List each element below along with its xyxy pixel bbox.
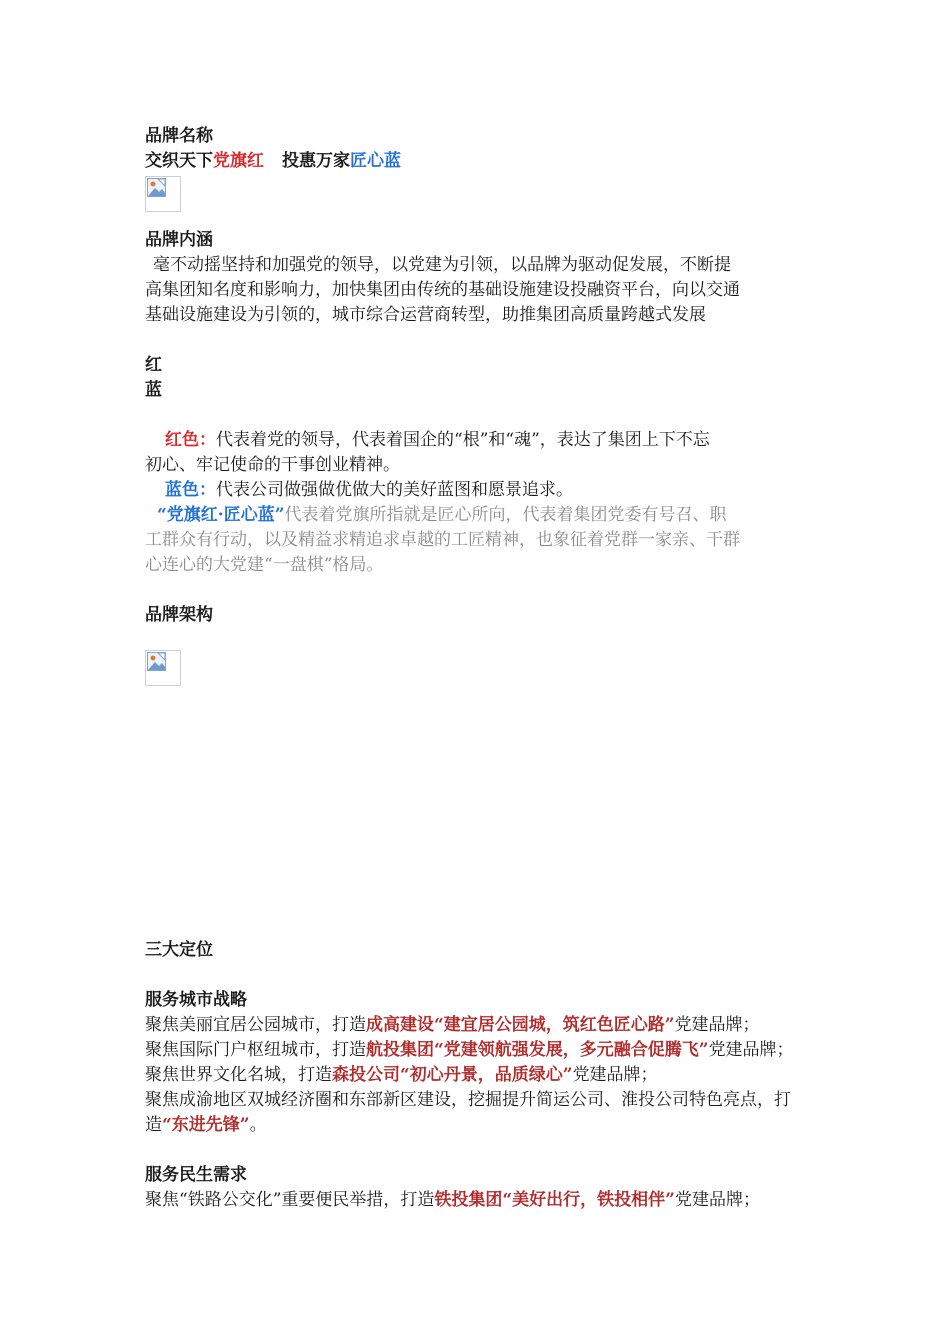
blue-desc: 代表公司做强做优做大的美好蓝图和愿景追求。 bbox=[216, 480, 573, 500]
slogan-part1: 交织天下 bbox=[145, 151, 213, 171]
combo-term: “党旗红·匠心蓝” bbox=[157, 505, 285, 525]
city-strategy-item bbox=[145, 1013, 825, 1038]
item-prefix: 造 bbox=[145, 1115, 162, 1135]
blue-term: 蓝色： bbox=[165, 480, 216, 500]
city-strategy-last-line1: 聚焦成渝地区双城经济圈和东部新区建设，挖掘提升简运公司、淮投公司特色亮点，打 bbox=[145, 1090, 791, 1110]
item-prefix: 聚焦国际门户枢纽城市，打造 bbox=[145, 1040, 366, 1060]
red-label: 红 bbox=[145, 355, 162, 375]
red-term: 红色： bbox=[165, 430, 216, 450]
slogan-blue: 匠心蓝 bbox=[350, 151, 401, 171]
item-highlight: 铁投集团“美好出行，铁投相伴” bbox=[434, 1190, 675, 1210]
combo-desc-line3: 心连心的大党建“一盘棋”格局。 bbox=[145, 555, 384, 575]
brand-meaning-line-1: 毫不动摇坚持和加强党的领导，以党建为引领，以品牌为驱动促发展，不断提 bbox=[153, 255, 731, 275]
architecture-heading: 品牌架构 bbox=[145, 605, 213, 625]
item-prefix: 聚焦世界文化名城，打造 bbox=[145, 1065, 332, 1085]
city-strategy-item bbox=[145, 1038, 825, 1063]
item-prefix: 聚焦“铁路公交化”重要便民举措，打造 bbox=[145, 1190, 435, 1210]
positioning-heading: 三大定位 bbox=[145, 940, 213, 960]
slogan-red: 党旗红 bbox=[213, 151, 264, 171]
broken-image-icon bbox=[145, 176, 181, 212]
item-highlight: “东进先锋” bbox=[162, 1115, 250, 1135]
livelihood-heading: 服务民生需求 bbox=[145, 1165, 247, 1185]
brand-meaning-heading: 品牌内涵 bbox=[145, 230, 213, 250]
red-desc-line1: 代表着党的领导，代表着国企的“根”和“魂”，表达了集团上下不忘 bbox=[216, 430, 710, 450]
red-desc-line2: 初心、牢记使命的干事创业精神。 bbox=[145, 455, 400, 475]
blue-description bbox=[145, 478, 825, 503]
item-highlight: 航投集团“党建领航强发展，多元融合促腾飞” bbox=[366, 1040, 709, 1060]
blue-label: 蓝 bbox=[145, 380, 162, 400]
item-suffix: 党建品牌； bbox=[674, 1190, 760, 1210]
city-strategy-last-line2 bbox=[145, 1113, 825, 1138]
city-strategy-heading: 服务城市战略 bbox=[145, 990, 247, 1010]
livelihood-item bbox=[145, 1188, 825, 1213]
item-prefix: 聚焦美丽宜居公园城市，打造 bbox=[145, 1015, 366, 1035]
broken-image-icon bbox=[145, 650, 181, 686]
item-suffix: 党建品牌； bbox=[572, 1065, 658, 1085]
item-highlight: 成高建设“建宜居公园城，筑红色匠心路” bbox=[366, 1015, 675, 1035]
red-description bbox=[145, 428, 825, 453]
combo-desc-line1: 代表着党旗所指就是匠心所向，代表着集团党委有号召、职 bbox=[284, 505, 727, 525]
item-suffix: 党建品牌； bbox=[674, 1015, 760, 1035]
item-highlight: 森投公司“初心丹景，品质绿心” bbox=[332, 1065, 573, 1085]
item-suffix: 党建品牌； bbox=[708, 1040, 794, 1060]
combo-desc-line2: 工群众有行动，以及精益求精追求卓越的工匠精神，也象征着党群一家亲、干群 bbox=[145, 530, 740, 550]
slogan-part2: 投惠万家 bbox=[282, 151, 350, 171]
brand-name-heading: 品牌名称 bbox=[145, 126, 213, 146]
city-strategy-item bbox=[145, 1063, 825, 1088]
brand-meaning-line-3: 基础设施建设为引领的，城市综合运营商转型，助推集团高质量跨越式发展 bbox=[145, 305, 706, 325]
item-suffix: 。 bbox=[249, 1115, 267, 1135]
document-page bbox=[145, 124, 825, 1213]
brand-meaning-line-2: 高集团知名度和影响力，加快集团由传统的基础设施建设投融资平台，向以交通 bbox=[145, 280, 740, 300]
combo-description bbox=[145, 503, 825, 528]
brand-slogan bbox=[145, 149, 825, 174]
